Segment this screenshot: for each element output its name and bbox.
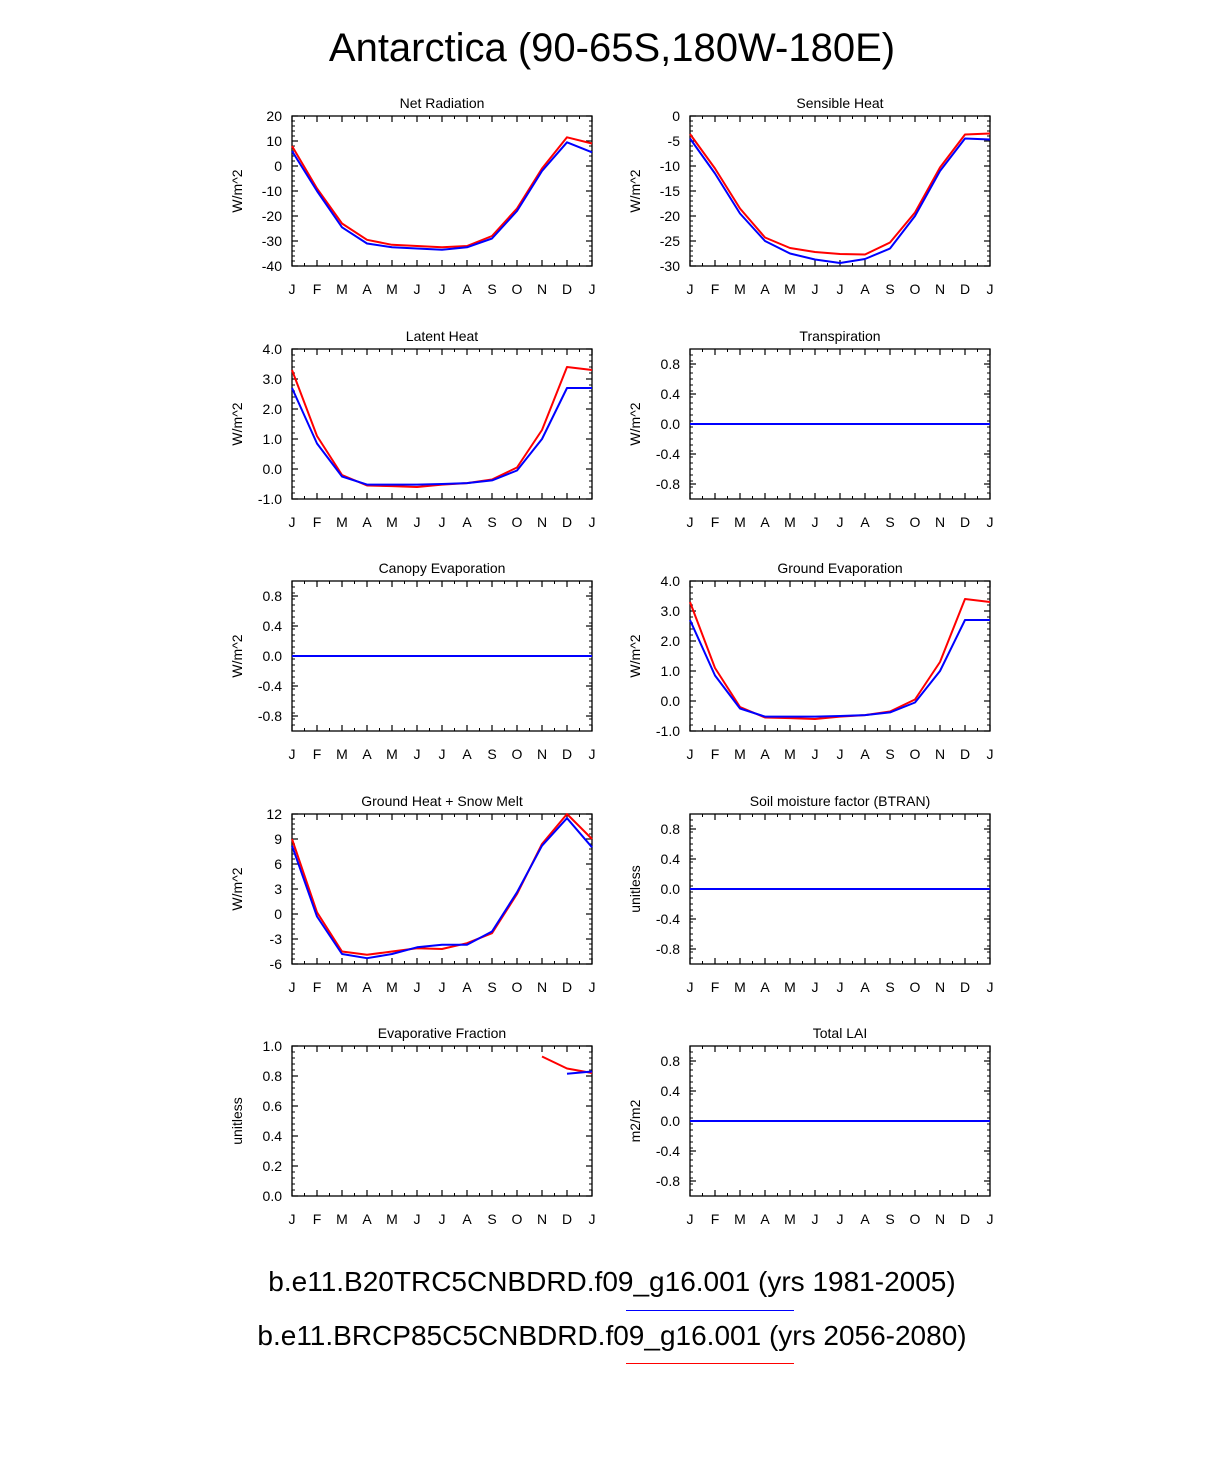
x-tick-label: F — [312, 281, 322, 297]
x-tick-label: J — [811, 1211, 819, 1227]
y-axis-label: unitless — [627, 865, 643, 913]
x-tick-label: S — [487, 281, 497, 297]
x-tick-label: A — [760, 514, 770, 530]
y-tick-label: 0.0 — [660, 693, 680, 709]
y-tick-label: 0.4 — [660, 851, 680, 867]
series-future-line — [292, 137, 592, 247]
x-tick-label: O — [909, 1211, 921, 1227]
x-tick-label: D — [959, 746, 971, 762]
x-tick-label: M — [386, 1211, 398, 1227]
x-tick-label: F — [710, 979, 720, 995]
x-tick-label: A — [362, 514, 372, 530]
x-tick-label: J — [413, 1211, 421, 1227]
y-tick-label: 0.4 — [262, 1128, 282, 1144]
x-tick-label: J — [288, 979, 296, 995]
y-tick-label: -0.4 — [655, 911, 680, 927]
y-tick-label: 10 — [266, 133, 282, 149]
x-tick-label: J — [438, 746, 446, 762]
y-tick-label: -30 — [659, 258, 680, 274]
x-tick-label: A — [860, 979, 870, 995]
x-tick-label: D — [959, 281, 971, 297]
x-tick-label: N — [934, 1211, 946, 1227]
plot-frame — [292, 349, 592, 499]
x-tick-label: M — [784, 281, 796, 297]
x-tick-label: J — [686, 746, 694, 762]
y-tick-label: 0.6 — [262, 1098, 282, 1114]
y-tick-label: 0.4 — [660, 386, 680, 402]
x-tick-label: M — [336, 746, 348, 762]
x-tick-label: M — [784, 979, 796, 995]
x-tick-label: J — [438, 1211, 446, 1227]
y-tick-label: -30 — [261, 233, 282, 249]
x-tick-label: F — [710, 1211, 720, 1227]
y-tick-label: -0.4 — [655, 446, 680, 462]
x-tick-label: A — [362, 281, 372, 297]
x-tick-label: M — [336, 514, 348, 530]
x-tick-label: J — [811, 514, 819, 530]
y-tick-label: 6 — [274, 856, 282, 872]
x-tick-label: J — [288, 746, 296, 762]
x-tick-label: J — [413, 281, 421, 297]
x-tick-label: N — [536, 746, 548, 762]
x-tick-label: J — [588, 281, 596, 297]
y-tick-label: 0.8 — [262, 1068, 282, 1084]
y-tick-label: 4.0 — [262, 341, 282, 357]
y-tick-label: 0.8 — [262, 588, 282, 604]
x-tick-label: A — [462, 979, 472, 995]
y-tick-label: -0.8 — [655, 476, 680, 492]
x-tick-label: F — [312, 1211, 322, 1227]
x-tick-label: J — [413, 514, 421, 530]
x-tick-label: D — [561, 514, 573, 530]
y-tick-label: 12 — [266, 806, 282, 822]
y-tick-label: -0.4 — [655, 1143, 680, 1159]
y-tick-label: -20 — [659, 208, 680, 224]
y-tick-label: 4.0 — [660, 573, 680, 589]
x-tick-label: O — [511, 281, 523, 297]
y-axis-label: W/m^2 — [627, 634, 643, 678]
x-tick-label: J — [686, 281, 694, 297]
panel-title: Ground Evaporation — [777, 560, 903, 576]
x-tick-label: N — [934, 281, 946, 297]
y-tick-label: 0 — [274, 906, 282, 922]
x-tick-label: J — [588, 1211, 596, 1227]
y-tick-label: 0.8 — [660, 1053, 680, 1069]
x-tick-label: N — [536, 514, 548, 530]
x-tick-label: F — [312, 979, 322, 995]
y-axis-label: W/m^2 — [229, 634, 245, 678]
y-tick-label: -40 — [261, 258, 282, 274]
panel-title: Transpiration — [799, 328, 881, 344]
series-base-line — [292, 818, 592, 958]
x-tick-label: A — [760, 746, 770, 762]
x-tick-label: J — [588, 514, 596, 530]
y-tick-label: 0.0 — [262, 461, 282, 477]
x-tick-label: M — [784, 1211, 796, 1227]
legend-line-future — [626, 1363, 794, 1364]
x-tick-label: M — [336, 281, 348, 297]
series-base-line — [292, 388, 592, 485]
panel-canopy-evaporation — [229, 560, 596, 762]
y-tick-label: -20 — [261, 208, 282, 224]
x-tick-label: J — [986, 746, 994, 762]
x-tick-label: A — [760, 1211, 770, 1227]
x-tick-label: J — [986, 281, 994, 297]
y-axis-label: unitless — [229, 1097, 245, 1145]
y-tick-label: 1.0 — [262, 431, 282, 447]
x-tick-label: A — [462, 746, 472, 762]
x-tick-label: F — [710, 281, 720, 297]
x-tick-label: D — [959, 979, 971, 995]
x-tick-label: D — [959, 1211, 971, 1227]
y-tick-label: 2.0 — [262, 401, 282, 417]
y-tick-label: -0.8 — [257, 708, 282, 724]
panel-ground-heat-snow-melt — [229, 793, 596, 995]
x-tick-label: M — [734, 514, 746, 530]
y-axis-label: W/m^2 — [229, 867, 245, 911]
x-tick-label: M — [734, 281, 746, 297]
x-tick-label: D — [561, 979, 573, 995]
x-tick-label: J — [811, 979, 819, 995]
panel-sensible-heat — [627, 95, 994, 297]
x-tick-label: N — [536, 281, 548, 297]
x-tick-label: S — [487, 746, 497, 762]
panel-title: Sensible Heat — [796, 95, 884, 111]
panel-evaporative-fraction — [229, 1025, 596, 1227]
series-base-line — [292, 142, 592, 250]
x-tick-label: M — [734, 979, 746, 995]
x-tick-label: M — [386, 746, 398, 762]
x-tick-label: J — [288, 1211, 296, 1227]
x-tick-label: J — [288, 514, 296, 530]
x-tick-label: A — [860, 281, 870, 297]
panel-latent-heat — [229, 328, 596, 530]
y-tick-label: 20 — [266, 108, 282, 124]
y-tick-label: 0.4 — [262, 618, 282, 634]
y-tick-label: 2.0 — [660, 633, 680, 649]
x-tick-label: O — [909, 514, 921, 530]
x-tick-label: J — [986, 979, 994, 995]
y-tick-label: -1.0 — [257, 491, 282, 507]
x-tick-label: J — [686, 514, 694, 530]
y-tick-label: -3 — [269, 931, 282, 947]
x-tick-label: S — [885, 281, 895, 297]
x-tick-label: A — [860, 746, 870, 762]
series-base-line — [690, 620, 990, 717]
x-tick-label: M — [734, 1211, 746, 1227]
series-base-line — [567, 1072, 592, 1074]
y-tick-label: 3 — [274, 881, 282, 897]
x-tick-label: S — [487, 1211, 497, 1227]
y-tick-label: 0.4 — [660, 1083, 680, 1099]
x-tick-label: F — [710, 514, 720, 530]
y-tick-label: -6 — [269, 956, 282, 972]
y-tick-label: -10 — [659, 158, 680, 174]
legend-label-future: b.e11.BRCP85C5CNBDRD.f09_g16.001 (yrs 2056-2080) — [257, 1320, 967, 1351]
panel-total-lai — [627, 1025, 994, 1227]
x-tick-label: N — [934, 746, 946, 762]
y-tick-label: -5 — [667, 133, 680, 149]
x-tick-label: M — [784, 746, 796, 762]
x-tick-label: A — [860, 514, 870, 530]
x-tick-label: J — [836, 746, 844, 762]
x-tick-label: A — [462, 281, 472, 297]
x-tick-label: F — [710, 746, 720, 762]
x-tick-label: F — [312, 746, 322, 762]
x-tick-label: D — [561, 1211, 573, 1227]
y-axis-label: W/m^2 — [229, 169, 245, 213]
x-tick-label: J — [836, 979, 844, 995]
panel-title: Net Radiation — [399, 95, 485, 111]
x-tick-label: O — [909, 281, 921, 297]
panel-title: Soil moisture factor (BTRAN) — [749, 793, 931, 809]
x-tick-label: M — [386, 281, 398, 297]
x-tick-label: J — [836, 1211, 844, 1227]
series-future-line — [292, 814, 592, 955]
y-tick-label: 0.0 — [660, 416, 680, 432]
x-tick-label: S — [885, 1211, 895, 1227]
x-tick-label: S — [885, 746, 895, 762]
x-tick-label: F — [312, 514, 322, 530]
x-tick-label: M — [336, 1211, 348, 1227]
y-tick-label: -25 — [659, 233, 680, 249]
x-tick-label: J — [686, 979, 694, 995]
y-tick-label: 1.0 — [262, 1038, 282, 1054]
x-tick-label: S — [885, 979, 895, 995]
x-tick-label: S — [885, 514, 895, 530]
x-tick-label: J — [811, 281, 819, 297]
y-axis-label: W/m^2 — [627, 402, 643, 446]
panel-ground-evaporation — [627, 560, 994, 762]
x-tick-label: J — [836, 281, 844, 297]
x-tick-label: J — [588, 979, 596, 995]
plot-frame — [690, 581, 990, 731]
x-tick-label: N — [536, 979, 548, 995]
y-tick-label: 0.0 — [262, 648, 282, 664]
panel-title: Canopy Evaporation — [378, 560, 506, 576]
x-tick-label: A — [362, 1211, 372, 1227]
y-tick-label: 0 — [672, 108, 680, 124]
y-tick-label: -15 — [659, 183, 680, 199]
y-tick-label: 1.0 — [660, 663, 680, 679]
x-tick-label: J — [413, 746, 421, 762]
x-tick-label: N — [934, 514, 946, 530]
x-tick-label: A — [362, 746, 372, 762]
x-tick-label: A — [462, 514, 472, 530]
x-tick-label: J — [836, 514, 844, 530]
x-tick-label: J — [288, 281, 296, 297]
y-tick-label: 0.0 — [660, 881, 680, 897]
y-axis-label: W/m^2 — [627, 169, 643, 213]
x-tick-label: N — [536, 1211, 548, 1227]
x-tick-label: N — [934, 979, 946, 995]
y-tick-label: -0.8 — [655, 941, 680, 957]
x-tick-label: J — [438, 281, 446, 297]
panel-title: Evaporative Fraction — [377, 1025, 507, 1041]
x-tick-label: J — [588, 746, 596, 762]
y-tick-label: -1.0 — [655, 723, 680, 739]
y-tick-label: 9 — [274, 831, 282, 847]
x-tick-label: J — [438, 979, 446, 995]
x-tick-label: O — [511, 514, 523, 530]
x-tick-label: S — [487, 979, 497, 995]
y-tick-label: 3.0 — [262, 371, 282, 387]
x-tick-label: O — [511, 1211, 523, 1227]
y-tick-label: 0.0 — [262, 1188, 282, 1204]
panel-title: Ground Heat + Snow Melt — [361, 793, 523, 809]
x-tick-label: M — [386, 979, 398, 995]
x-tick-label: O — [909, 746, 921, 762]
x-tick-label: A — [462, 1211, 472, 1227]
plot-frame — [690, 116, 990, 266]
series-future-line — [542, 1057, 592, 1074]
y-tick-label: -0.4 — [257, 678, 282, 694]
x-tick-label: O — [909, 979, 921, 995]
panel-soil-moisture-factor-btran — [627, 793, 994, 995]
y-axis-label: m2/m2 — [627, 1099, 643, 1143]
figure-title: Antarctica (90-65S,180W-180E) — [328, 26, 896, 70]
x-tick-label: J — [986, 514, 994, 530]
x-tick-label: A — [760, 281, 770, 297]
x-tick-label: D — [561, 746, 573, 762]
y-tick-label: -0.8 — [655, 1173, 680, 1189]
x-tick-label: M — [336, 979, 348, 995]
legend-line-base — [626, 1310, 794, 1311]
x-tick-label: J — [413, 979, 421, 995]
y-tick-label: 0.2 — [262, 1158, 282, 1174]
y-tick-label: -10 — [261, 183, 282, 199]
y-tick-label: 0.8 — [660, 821, 680, 837]
y-axis-label: W/m^2 — [229, 402, 245, 446]
x-tick-label: D — [561, 281, 573, 297]
x-tick-label: J — [986, 1211, 994, 1227]
x-tick-label: S — [487, 514, 497, 530]
panel-title: Latent Heat — [405, 328, 479, 344]
plot-frame — [292, 116, 592, 266]
panel-title: Total LAI — [812, 1025, 868, 1041]
x-tick-label: A — [362, 979, 372, 995]
plot-frame — [292, 1046, 592, 1196]
panel-transpiration — [627, 328, 994, 530]
y-tick-label: 3.0 — [660, 603, 680, 619]
x-tick-label: A — [860, 1211, 870, 1227]
legend-label-base: b.e11.B20TRC5CNBDRD.f09_g16.001 (yrs 1981-2005) — [268, 1266, 956, 1297]
panel-net-radiation — [229, 95, 596, 297]
x-tick-label: J — [686, 1211, 694, 1227]
y-tick-label: 0.0 — [660, 1113, 680, 1129]
x-tick-label: M — [784, 514, 796, 530]
x-tick-label: M — [734, 746, 746, 762]
series-future-line — [690, 134, 990, 255]
x-tick-label: O — [511, 979, 523, 995]
y-tick-label: 0 — [274, 158, 282, 174]
x-tick-label: O — [511, 746, 523, 762]
x-tick-label: J — [811, 746, 819, 762]
x-tick-label: J — [438, 514, 446, 530]
y-tick-label: 0.8 — [660, 356, 680, 372]
x-tick-label: A — [760, 979, 770, 995]
x-tick-label: D — [959, 514, 971, 530]
x-tick-label: M — [386, 514, 398, 530]
